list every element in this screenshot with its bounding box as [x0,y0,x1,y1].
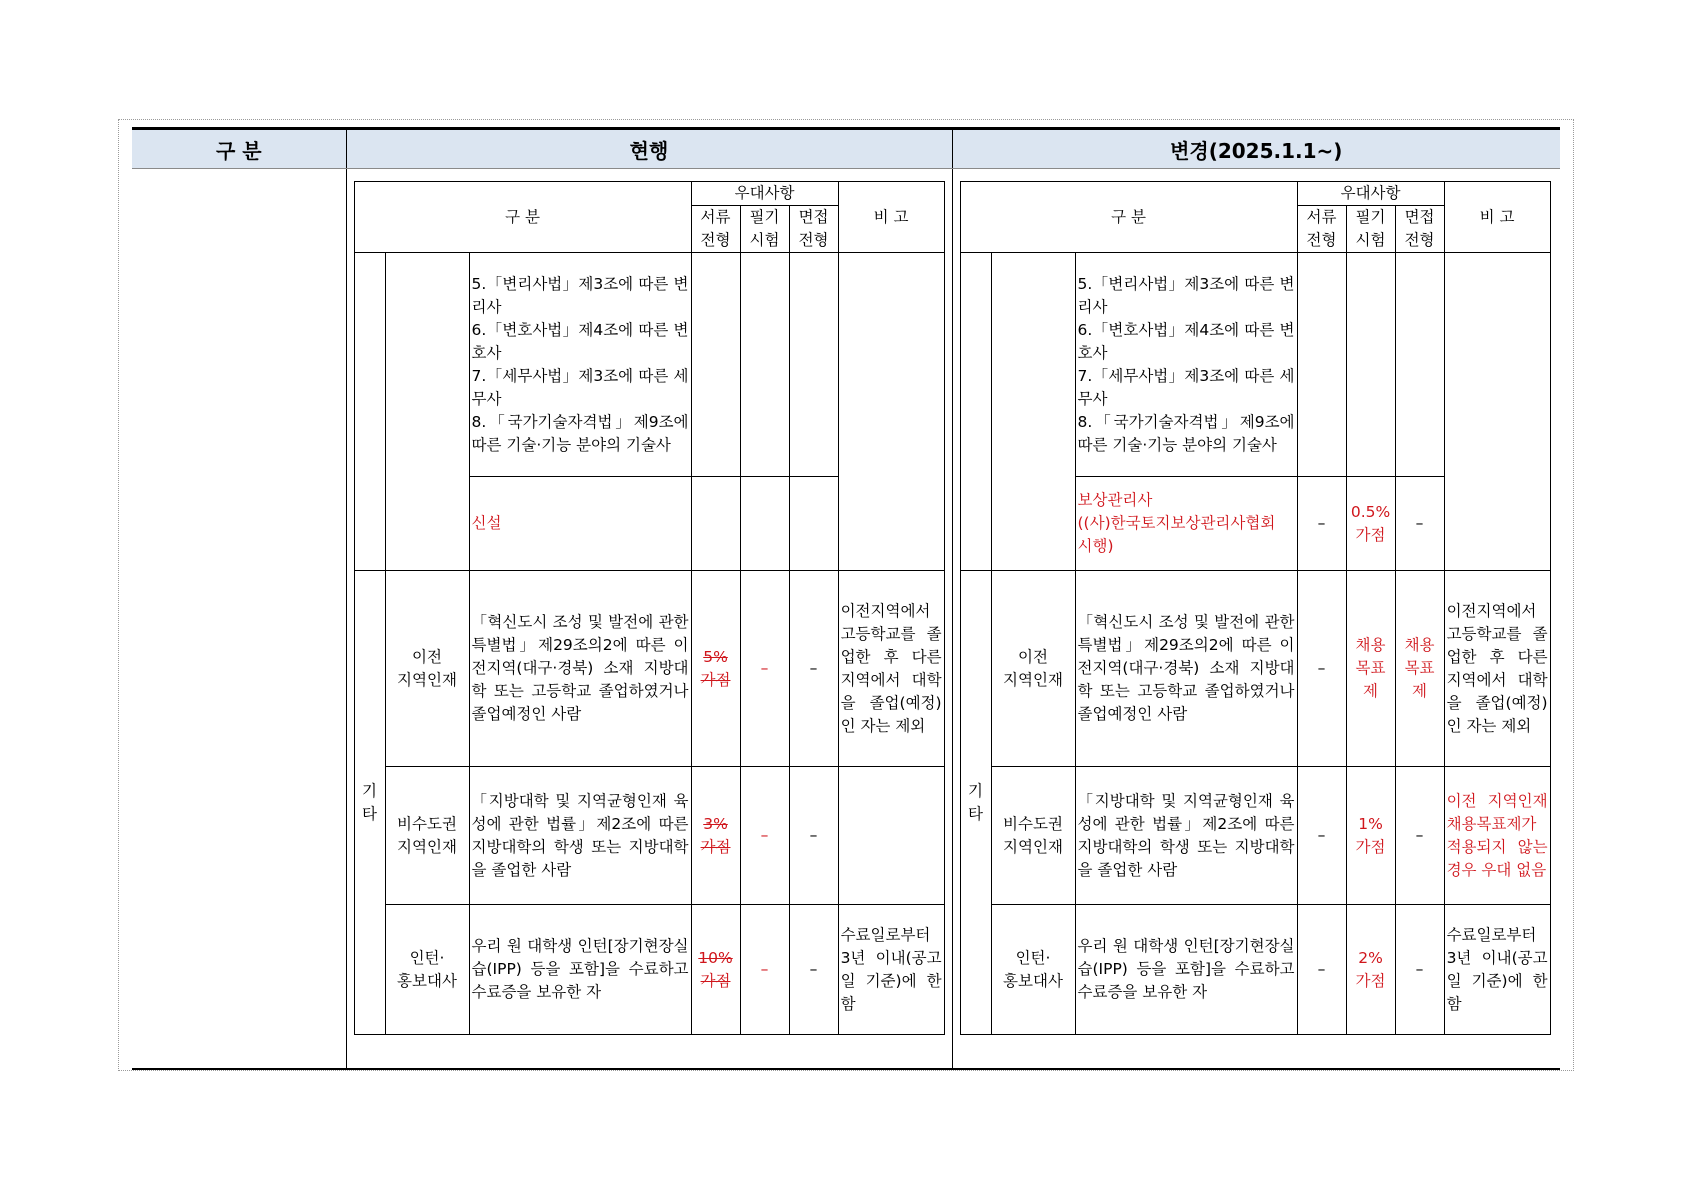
row-name: 이전 지역인재 [991,571,1075,767]
row-note: 이전 지역인재 채용목표제가 적용되지 않는 경우 우대 없음 [1444,767,1550,905]
table-row [354,767,944,905]
qual-note [838,253,944,571]
changed-table [960,181,1551,1035]
qualification-list: 5.「변리사법」제3조에 따른 변리사 6.「변호사법」제4조에 따른 변호사 7.「세무사법」제3조에 따른 세무사 8.「국가기술자격법」제9조에 따른 기술·기능 분야의 기술사 [469,253,691,477]
new-row-written [740,477,789,571]
row-desc: 「혁신도시 조성 및 발전에 관한 특별법」제29조의2에 따른 이전지역(대구·경북) 소재 지방대학 또는 고등학교 졸업하였거나 졸업예정인 사람 [1075,571,1297,767]
row-note [838,767,944,905]
row-desc: 우리 원 대학생 인턴[장기현장실습(IPP) 등을 포함]을 수료하고 수료증을 보유한 자 [469,905,691,1035]
qual-doc [1297,253,1346,477]
subheader-note: 비 고 [1444,182,1550,253]
new-row-doc: – [1297,477,1346,571]
gita-top-cell [354,253,385,571]
row-written: – [740,767,789,905]
header-row [132,129,1560,169]
comparison-document [132,127,1560,1070]
subheader-note: 비 고 [838,182,944,253]
qual-doc [691,253,740,477]
row-desc: 「혁신도시 조성 및 발전에 관한 특별법」제29조의2에 따른 이전지역(대구·경북) 소재 지방대학 또는 고등학교 졸업하였거나 졸업예정인 사람 [469,571,691,767]
new-row-written: 0.5% 가점 [1346,477,1395,571]
row-written: 채용 목표 제 [1346,571,1395,767]
new-row-desc: 보상관리사 ((사)한국토지보상관리사협회 시행) [1075,477,1297,571]
qual-written [740,253,789,477]
row-written: – [740,571,789,767]
table-row [960,905,1550,1035]
row-written: – [740,905,789,1035]
table-row [354,905,944,1035]
qual-name-cell [991,253,1075,571]
row-written: 1% 가점 [1346,767,1395,905]
row-name: 인턴· 홍보대사 [991,905,1075,1035]
table-row [354,571,944,767]
row-interview: – [789,767,838,905]
gita-label: 기 타 [960,571,991,1035]
row-interview: – [1395,905,1444,1035]
row-doc: 3% 가점 [691,767,740,905]
row-doc: 10% 가점 [691,905,740,1035]
row-interview: – [1395,767,1444,905]
row-name: 비수도권 지역인재 [991,767,1075,905]
current-column [346,169,952,1069]
row-desc: 우리 원 대학생 인턴[장기현장실습(IPP) 등을 포함]을 수료하고 수료증을 보유한 자 [1075,905,1297,1035]
table-row [960,571,1550,767]
qual-note [1444,253,1550,571]
subheader-written: 필기 시험 [740,206,789,253]
row-name: 비수도권 지역인재 [385,767,469,905]
row-note: 이전지역에서 고등학교를 졸업한 후 다른 지역에서 대학을 졸업(예정)인 자는 제외 [838,571,944,767]
row-interview: – [789,571,838,767]
row-desc: 「지방대학 및 지역균형인재 육성에 관한 법률」제2조에 따른 지방대학의 학생 또는 지방대학을 졸업한 사람 [469,767,691,905]
row-name: 이전 지역인재 [385,571,469,767]
subheader-written: 필기 시험 [1346,206,1395,253]
row-note: 수료일로부터 3년 이내(공고일 기준)에 한함 [838,905,944,1035]
subheader-category: 구 분 [354,182,691,253]
qualification-list: 5.「변리사법」제3조에 따른 변리사 6.「변호사법」제4조에 따른 변호사 7.「세무사법」제3조에 따른 세무사 8.「국가기술자격법」제9조에 따른 기술·기능 분야의 기술사 [1075,253,1297,477]
row-interview: 채용 목표 제 [1395,571,1444,767]
subheader-document: 서류 전형 [691,206,740,253]
body-row [132,169,1560,1069]
category-cell [132,169,346,1069]
header-current: 현행 [346,129,952,169]
subheader-interview: 면접 전형 [1395,206,1444,253]
gita-top-cell [960,253,991,571]
new-row-interview: – [1395,477,1444,571]
row-interview: – [789,905,838,1035]
qual-interview [1395,253,1444,477]
row-desc: 「지방대학 및 지역균형인재 육성에 관한 법률」제2조에 따른 지방대학의 학생 또는 지방대학을 졸업한 사람 [1075,767,1297,905]
subheader-preference: 우대사항 [691,182,838,206]
row-doc: – [1297,571,1346,767]
row-note: 이전지역에서 고등학교를 졸업한 후 다른 지역에서 대학을 졸업(예정)인 자는 제외 [1444,571,1550,767]
qual-name-cell [385,253,469,571]
subheader-document: 서류 전형 [1297,206,1346,253]
row-name: 인턴· 홍보대사 [385,905,469,1035]
header-changed: 변경(2025.1.1~) [952,129,1560,169]
new-row-label: 신설 [469,477,691,571]
row-doc: 5% 가점 [691,571,740,767]
current-table [354,181,945,1035]
changed-column [952,169,1560,1069]
row-doc: – [1297,767,1346,905]
row-note: 수료일로부터 3년 이내(공고일 기준)에 한함 [1444,905,1550,1035]
header-category: 구 분 [132,129,346,169]
table-row [960,767,1550,905]
new-row-doc [691,477,740,571]
qual-interview [789,253,838,477]
new-row-interview [789,477,838,571]
subheader-preference: 우대사항 [1297,182,1444,206]
qual-written [1346,253,1395,477]
row-written: 2% 가점 [1346,905,1395,1035]
gita-label: 기 타 [354,571,385,1035]
subheader-category: 구 분 [960,182,1297,253]
row-doc: – [1297,905,1346,1035]
subheader-interview: 면접 전형 [789,206,838,253]
